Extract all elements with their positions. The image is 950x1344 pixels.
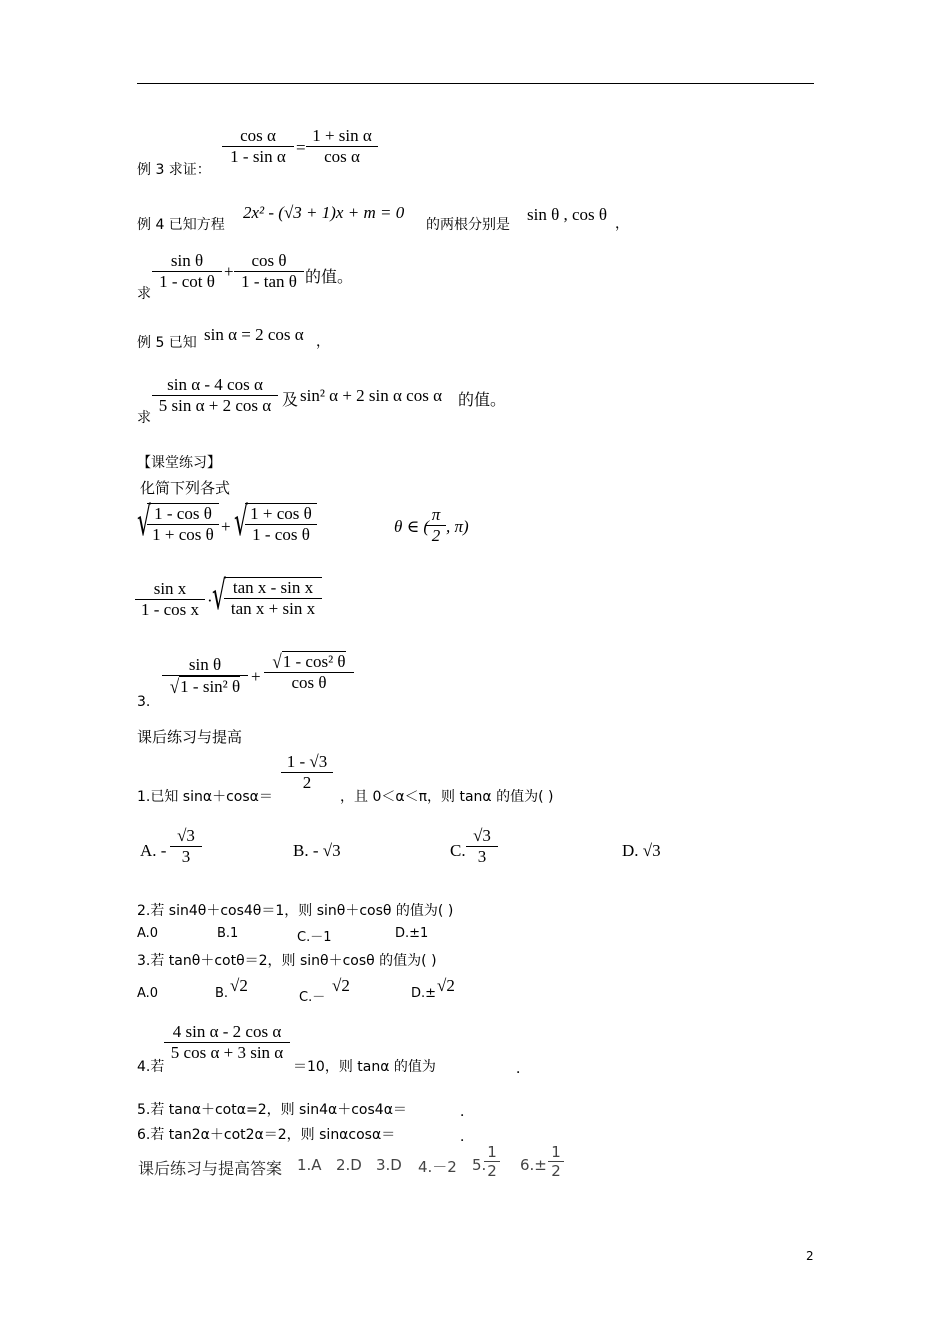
q5-blank: ． xyxy=(460,1104,474,1120)
q1-den: 2 xyxy=(302,773,312,792)
p1-cond-fraction xyxy=(426,505,446,546)
q2-option-a: A.0 xyxy=(137,926,159,941)
q2-option-c: C.－1 xyxy=(297,930,332,945)
answer-4: 4.－2 xyxy=(418,1158,457,1176)
q1-option-a-label: A. - xyxy=(140,841,167,860)
q2-text: 2.若 sin4θ＋cos4θ＝1，则 sinθ＋cosθ 的值为( ) xyxy=(137,903,454,919)
sqrt-sign: √ xyxy=(212,573,227,619)
ex4-mid-text: 的两根分别是 xyxy=(426,217,510,233)
answer-6-label: 6.± xyxy=(520,1156,547,1174)
q1-option-a-num: √3 xyxy=(177,826,195,845)
p3-label: 3. xyxy=(137,694,151,710)
q2-option-d: D.±1 xyxy=(395,926,429,941)
answer-6-num: 1 xyxy=(551,1143,561,1161)
p1-b-den: 1 - cos θ xyxy=(252,525,310,544)
ex5-fraction xyxy=(152,375,278,416)
p1-b-num: 1 + cos θ xyxy=(250,504,312,523)
q1-pre: 1.已知 sinα＋cosα＝ xyxy=(137,789,273,805)
q2-option-b: B.1 xyxy=(217,926,239,941)
q1-fraction xyxy=(281,752,333,793)
p1-b-fraction xyxy=(245,503,317,545)
sqrt-icon: √ xyxy=(272,650,282,673)
q1-option-a-den: 3 xyxy=(181,847,191,866)
q1-num: 1 - √3 xyxy=(286,752,328,771)
q3-option-d-label: D.± xyxy=(411,986,437,1001)
page-number: 2 xyxy=(806,1249,814,1263)
classwork-heading: 【课堂练习】 xyxy=(137,455,221,471)
ex5-comma: ， xyxy=(316,334,330,350)
sqrt-sign: √ xyxy=(234,499,249,545)
header-rule xyxy=(137,83,814,84)
ex4-f2-num: cos θ xyxy=(251,251,287,270)
ex4-equation: 2x² - (√3 + 1)x + m = 0 xyxy=(243,203,405,222)
q4-pre: 4.若 xyxy=(137,1059,165,1075)
ex3-rhs-fraction xyxy=(306,126,378,167)
answer-5-label: 5. xyxy=(472,1156,487,1174)
q3-text: 3.若 tanθ＋cotθ＝2，则 sinθ＋cosθ 的值为( ) xyxy=(137,953,437,969)
ex4-plus: + xyxy=(224,262,234,281)
sqrt-sign: √ xyxy=(137,499,152,545)
ex3-rhs-den: cos α xyxy=(324,147,360,166)
ex4-roots: sin θ , cos θ xyxy=(527,205,608,224)
p1-a-fraction xyxy=(147,503,219,545)
answer-3: 3.D xyxy=(376,1156,402,1174)
ex5-ji: 及 xyxy=(282,390,299,409)
ex4-comma: ， xyxy=(615,216,629,232)
p3-r-num: 1 - cos² θ xyxy=(282,652,346,671)
p3-num: sin θ xyxy=(188,655,222,674)
q1-option-c-den: 3 xyxy=(477,847,487,866)
answer-5-num: 1 xyxy=(487,1143,497,1161)
ex3-lhs-num: cos α xyxy=(240,126,276,145)
p1-cond-b: , π) xyxy=(446,517,469,536)
answers-label: 课后练习与提高答案 xyxy=(138,1159,283,1178)
ex5-f-den: 5 sin α + 2 cos α xyxy=(158,396,272,415)
answer-5-fraction xyxy=(484,1143,500,1180)
ex5-label: 例 5 已知 xyxy=(137,335,197,351)
p1-cond-two: 2 xyxy=(431,526,441,545)
p2-fraction xyxy=(135,579,205,620)
homework-heading: 课后练习与提高 xyxy=(137,728,243,746)
q4-num: 4 sin α - 2 cos α xyxy=(172,1022,282,1041)
p2-r-fraction xyxy=(224,577,322,619)
p3-fraction xyxy=(162,655,248,697)
ex3-equals: = xyxy=(296,138,306,157)
p1-cond-a: θ ∈ ( xyxy=(394,517,430,536)
ex5-qiu: 求 xyxy=(137,410,151,426)
q1-post: ，且 0＜α＜π，则 tanα 的值为( ) xyxy=(340,789,554,805)
answer-5-den: 2 xyxy=(487,1162,497,1180)
p2-num: sin x xyxy=(153,579,187,598)
q3-option-c-value: √2 xyxy=(332,976,350,995)
ex4-fraction-1 xyxy=(152,251,222,292)
q1-option-a-fraction xyxy=(170,826,202,867)
q4-blank: ． xyxy=(516,1061,530,1077)
ex5-f-num: sin α - 4 cos α xyxy=(167,375,263,394)
p1-plus: + xyxy=(221,517,231,536)
ex4-f2-den: 1 - tan θ xyxy=(241,272,297,291)
p1-a-den: 1 + cos θ xyxy=(152,525,214,544)
p3-r-den: cos θ xyxy=(291,673,327,692)
q4-den: 5 cos α + 3 sin α xyxy=(170,1043,284,1062)
ex3-lhs-fraction xyxy=(222,126,294,167)
ex5-expr: sin² α + 2 sin α cos α xyxy=(300,386,442,405)
ex5-tail: 的值。 xyxy=(458,390,507,409)
q6-text: 6.若 tan2α＋cot2α＝2，则 sinαcosα＝ xyxy=(137,1127,396,1143)
ex4-fraction-2 xyxy=(234,251,304,292)
answer-1: 1.A xyxy=(297,1156,322,1174)
p3-r-fraction xyxy=(264,651,354,693)
ex3-label: 例 3 求证： xyxy=(137,162,211,178)
p2-dot: · xyxy=(207,591,213,610)
q4-fraction xyxy=(164,1022,290,1063)
classwork-instruction: 化简下列各式 xyxy=(140,479,231,497)
ex4-tail: 的值。 xyxy=(305,267,354,286)
p3-plus: + xyxy=(251,667,261,686)
p3-den: 1 - sin² θ xyxy=(180,677,241,696)
q3-option-c-label: C.－ xyxy=(299,990,326,1005)
q3-option-a: A.0 xyxy=(137,986,159,1001)
p1-cond-pi: π xyxy=(431,505,441,524)
ex4-qiu: 求 xyxy=(137,286,151,302)
p2-r-den: tan x + sin x xyxy=(230,599,316,618)
q3-option-b-value: √2 xyxy=(230,976,248,995)
p2-r-num: tan x - sin x xyxy=(232,578,314,597)
q1-option-c-fraction xyxy=(466,826,498,867)
answer-6-den: 2 xyxy=(551,1162,561,1180)
q1-option-b: B. - √3 xyxy=(293,841,341,860)
q1-option-d: D. √3 xyxy=(622,841,661,860)
ex3-rhs-num: 1 + sin α xyxy=(312,126,372,145)
q4-post: ＝10，则 tanα 的值为 xyxy=(293,1059,436,1075)
ex4-f1-num: sin θ xyxy=(170,251,204,270)
answer-6-fraction xyxy=(548,1143,564,1180)
sqrt-icon: √ xyxy=(169,675,180,698)
p2-den: 1 - cos x xyxy=(140,600,200,619)
ex4-label: 例 4 已知方程 xyxy=(137,217,225,233)
p1-a-num: 1 - cos θ xyxy=(154,504,212,523)
q1-option-c-label: C. xyxy=(450,841,466,860)
q3-option-d-value: √2 xyxy=(437,976,455,995)
answer-2: 2.D xyxy=(336,1156,362,1174)
q3-option-b-label: B. xyxy=(215,986,229,1001)
ex3-lhs-den: 1 - sin α xyxy=(230,147,286,166)
q1-option-c-num: √3 xyxy=(473,826,491,845)
ex5-given: sin α = 2 cos α xyxy=(204,325,304,344)
q6-blank: ． xyxy=(460,1129,474,1145)
q5-text: 5.若 tanα＋cotα=2，则 sin4α＋cos4α＝ xyxy=(137,1102,407,1118)
ex4-f1-den: 1 - cot θ xyxy=(159,272,215,291)
